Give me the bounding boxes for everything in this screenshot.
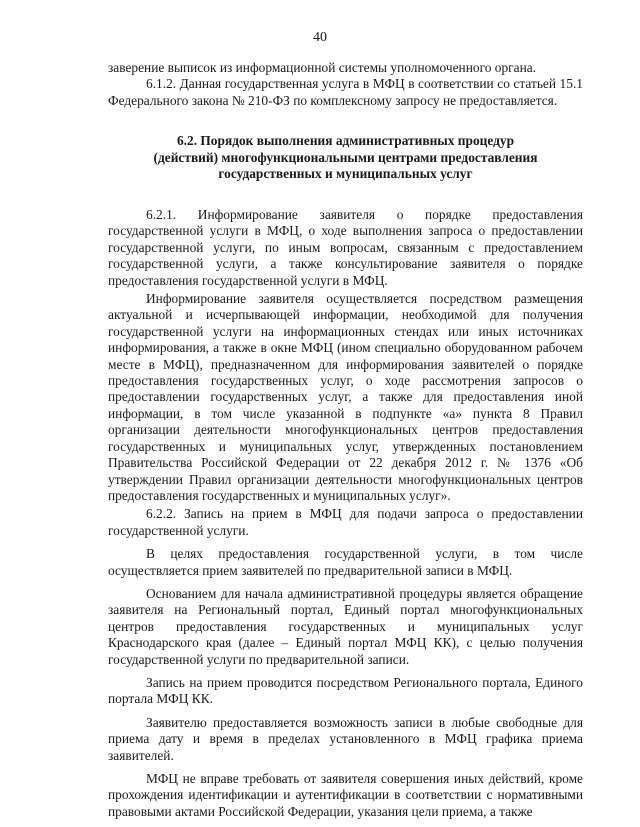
paragraph: 6.1.2. Данная государственная услуга в МФЦ в соответствии со статьей 15.1 Федерального закона № 210-ФЗ по комплексному запросу не предоставляется. (108, 76, 583, 108)
paragraph: Запись на прием проводится посредством Регионального портала, Единого портала МФЦ КК. (108, 674, 583, 707)
paragraph: 6.2.2. Запись на прием в МФЦ для подачи запроса о предоставлении государственной услуги. (108, 506, 583, 538)
paragraph: заверение выписок из информационной системы уполномоченного органа. (108, 60, 537, 75)
document-body (108, 60, 583, 820)
paragraph: Основанием для начала административной процедуры является обращение заявителя на Региональный портал, Единый портал многофункциональных центров предоставления государственных и муниципальных услуг Краснодарского края (далее – Единый портал МФЦ КК), с целью получения государственной услуги по предварительной записи. (108, 585, 583, 667)
page-number: 40 (313, 30, 327, 45)
paragraph: МФЦ не вправе требовать от заявителя совершения иных действий, кроме прохождения идентификации и аутентификации в соответствии с нормативными правовыми актами Российской Федерации, указания цели приема, а также (108, 771, 583, 819)
paragraph: 6.2.1. Информирование заявителя о порядке предоставления государственной услуги в МФЦ, о ходе выполнения запроса о предоставлении государственной услуги, по иным вопросам, связанным с предоставлением государственной услуги, а также консультирование заявителя о порядке предоставления государственной услуги в МФЦ. (108, 207, 583, 288)
paragraph: В целях предоставления государственной услуги, в том числе осуществляется прием заявителей по предварительной записи в МФЦ. (108, 546, 583, 578)
section-heading: 6.2. Порядок выполнения административных процедур (действий) многофункциональными центрами предоставления государственных и муниципальных услуг (153, 133, 538, 182)
paragraph: Информирование заявителя осуществляется посредством размещения актуальной и исчерпывающей информации, необходимой для получения государственной услуги на информационных стендах или иных источниках информирования, а также в окне МФЦ (ином специально оборудованном рабочем месте в МФЦ), предназначенном для информирования заявителей о порядке предоставления государственных услуг, о ходе рассмотрения запросов о предоставлении государственных услуг, а также для предоставления иной информации, в том числе указанной в подпункте «а» пункта 8 Правил организации деятельности многофункциональных центров предоставления государственных и муниципальных услуг, утвержденных постановлением Правительства Российской Федерации от 22 декабря 2012 г. № 1376 «Об утверждении Правил организации деятельности многофункциональных центров предоставления государственных и муниципальных услуг». (108, 291, 583, 503)
paragraph: Заявителю предоставляется возможность записи в любые свободные для приема дату и время в пределах установленного в МФЦ графика приема заявителей. (108, 714, 583, 763)
